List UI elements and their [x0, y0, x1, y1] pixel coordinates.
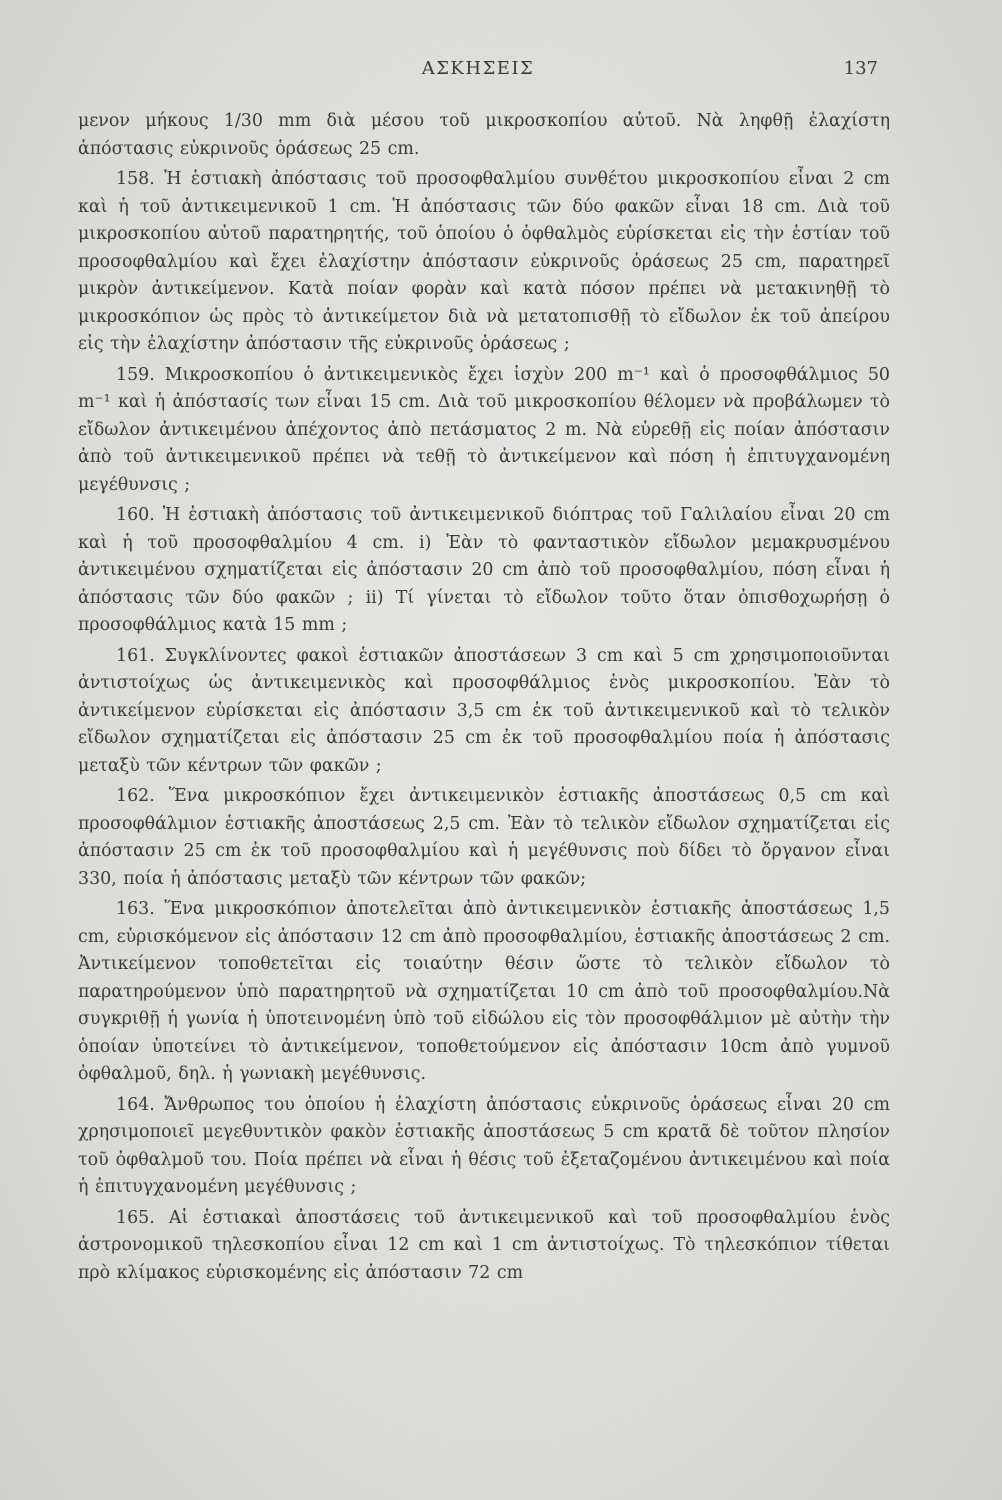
page-header [78, 58, 878, 86]
problem-159: 159. Μικροσκοπίου ὁ ἀντικειμενικὸς ἔχει ἰσχὺν 200 m⁻¹ καὶ ὁ προσοφθάλμιος 50 m⁻¹ καὶ ἡ ἀπόστασίς των εἶναι 15 cm. Διὰ τοῦ μικροσκοπίου θέλομεν νὰ προβάλωμεν τὸ εἴδωλον ἀντικειμένου ἀπέχοντος ἀπὸ πετάσματος 2 m. Νὰ εὑρεθῇ εἰς ποίαν ἀπόστασιν ἀπὸ τοῦ ἀντικειμενικοῦ πρέπει νὰ τεθῇ τὸ ἀντικείμενον καὶ πόση ἡ ἐπιτυγχανομένη μεγέθυνσις ; [78, 364, 890, 495]
problem-160: 160. Ἡ ἑστιακὴ ἀπόστασις τοῦ ἀντικειμενικοῦ διόπτρας τοῦ Γαλιλαίου εἶναι 20 cm καὶ ἡ τοῦ προσοφθαλμίου 4 cm. i) Ἐὰν τὸ φανταστικὸν εἴδωλον μεμακρυσμένου ἀντικειμένου σχηματίζεται εἰς ἀπόστασιν 20 cm ἀπὸ τοῦ προσοφθαλμίου, πόση εἶναι ἡ ἀπόστασις τῶν δύο φακῶν ; ii) Τί γίνεται τὸ εἴδωλον τοῦτο ὅταν ὀπισθοχωρήσῃ ὁ προσοφθάλμιος κατὰ 15 mm ; [78, 505, 890, 635]
problem-158: 158. Ἡ ἑστιακὴ ἀπόστασις τοῦ προσοφθαλμίου συνθέτου μικροσκοπίου εἶναι 2 cm καὶ ἡ τοῦ ἀντικειμενικοῦ 1 cm. Ἡ ἀπόστασις τῶν δύο φακῶν εἶναι 18 cm. Διὰ τοῦ μικροσκοπίου αὐτοῦ παρατηρητής, τοῦ ὁποίου ὁ ὀφθαλμὸς εὑρίσκεται εἰς τὴν ἑστίαν τοῦ προσοφθαλμίου καὶ ἔχει ἐλαχίστην ἀπόστασιν εὐκρινοῦς ὁράσεως 25 cm, παρατηρεῖ μικρὸν ἀντικείμενον. Κατὰ ποίαν φορὰν καὶ κατὰ πόσον πρέπει νὰ μετακινηθῇ τὸ μικροσκόπιον ὡς πρὸς τὸ ἀντικείμετον διὰ νὰ μετατοπισθῇ τὸ εἴδωλον ἐκ τοῦ ἀπείρου εἰς τὴν ἐλαχίστην ἀπόστασιν τῆς εὐκρινοῦς ὁράσεως ; [78, 169, 890, 354]
page-number: 137 [843, 58, 878, 79]
body-text [78, 108, 890, 1287]
problem-162: 162. Ἕνα μικροσκόπιον ἔχει ἀντικειμενικὸν ἑστιακῆς ἀποστάσεως 0,5 cm καὶ προσοφθάλμιον ἑστιακῆς ἀποστάσεως 2,5 cm. Ἐὰν τὸ τελικὸν εἴδωλον σχηματίζεται εἰς ἀπόστασιν 25 cm ἐκ τοῦ προσοφθαλμίου καὶ ἡ μεγέθυνσις ποὺ δίδει τὸ ὄργανον εἶναι 330, ποία ἡ ἀπόστασις μεταξὺ τῶν κέντρων τῶν φακῶν; [78, 786, 890, 889]
running-title: ΑΣΚΗΣΕΙΣ [421, 58, 535, 79]
problem-163: 163. Ἕνα μικροσκόπιον ἀποτελεῖται ἀπὸ ἀντικειμενικὸν ἑστιακῆς ἀποστάσεως 1,5 cm, εὑρισκόμενον εἰς ἀπόστασιν 12 cm ἀπὸ προσοφθαλμίου, ἑστιακῆς ἀποστάσεως 2 cm. Ἀντικείμενον τοποθετεῖται εἰς τοιαύτην θέσιν ὥστε τὸ τελικὸν εἴδωλον τὸ παρατηρούμενον ὑπὸ παρατηρητοῦ νὰ σχηματίζεται 10 cm ἀπὸ τοῦ προσοφθαλμίου.Νὰ συγκριθῇ ἡ γωνία ἡ ὑποτεινομένη ὑπὸ τοῦ εἰδώλου εἰς τὸν προσοφθάλμιον μὲ αὐτὴν τὴν ὁποίαν ὑποτείνει τὸ ἀντικείμενον, τοποθετούμενον εἰς ἀπόστασιν 10cm ἀπὸ γυμνοῦ ὀφθαλμοῦ, δηλ. ἡ γωνιακὴ μεγέθυνσις. [78, 899, 890, 1084]
continued-paragraph: μενον μήκους 1/30 mm διὰ μέσου τοῦ μικροσκοπίου αὐτοῦ. Νὰ ληφθῇ ἐλαχίστη ἀπόστασις εὐκρινοῦς ὁράσεως 25 cm. [78, 111, 890, 159]
problem-165: 165. Αἱ ἑστιακαὶ ἀποστάσεις τοῦ ἀντικειμενικοῦ καὶ τοῦ προσοφθαλμίου ἑνὸς ἀστρονομικοῦ τηλεσκοπίου εἶναι 12 cm καὶ 1 cm ἀντιστοίχως. Τὸ τηλεσκόπιον τίθεται πρὸ κλίμακος εὑρισκομένης εἰς ἀπόστασιν 72 cm [78, 1207, 890, 1283]
problem-161: 161. Συγκλίνοντες φακοὶ ἑστιακῶν ἀποστάσεων 3 cm καὶ 5 cm χρησιμοποιοῦνται ἀντιστοίχως ὡς ἀντικειμενικὸς καὶ προσοφθάλμιος ἑνὸς μικροσκοπίου. Ἐὰν τὸ ἀντικείμενον εὑρίσκεται εἰς ἀπόστασιν 3,5 cm ἐκ τοῦ ἀντικειμενικοῦ καὶ τὸ τελικὸν εἴδωλον σχηματίζεται εἰς ἀπόστασιν 25 cm ἐκ τοῦ προσοφθαλμίου ποία ἡ ἀπόστασις μεταξὺ τῶν κέντρων τῶν φακῶν ; [78, 645, 890, 776]
problem-164: 164. Ἄνθρωπος του ὁποίου ἡ ἐλαχίστη ἀπόστασις εὐκρινοῦς ὁράσεως εἶναι 20 cm χρησιμοποιεῖ μεγεθυντικὸν φακὸν ἑστιακῆς ἀποστάσεως 5 cm κρατᾶ δὲ τοῦτον πλησίον τοῦ ὀφθαλμοῦ του. Ποία πρέπει νὰ εἶναι ἡ θέσις τοῦ ἐξεταζομένου ἀντικειμένου καὶ ποία ἡ ἐπιτυγχανομένη μεγέθυνσις ; [78, 1094, 890, 1197]
